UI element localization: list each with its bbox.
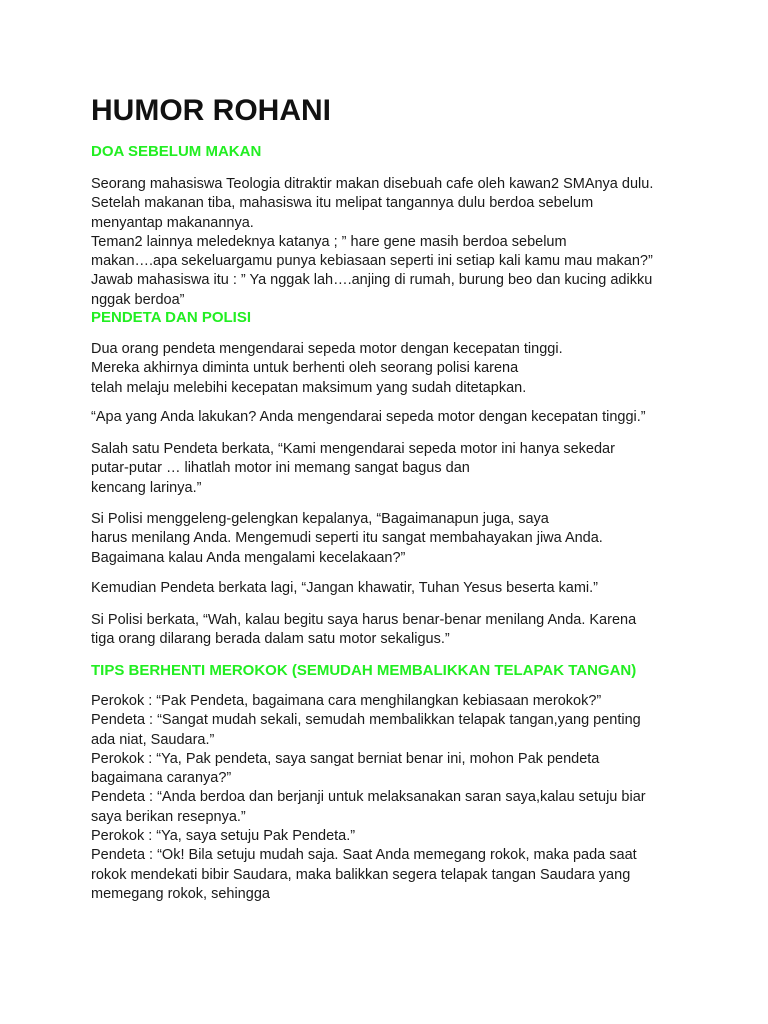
text-line: Teman2 lainnya meledeknya katanya ; ” hare gene masih berdoa sebelum bbox=[91, 233, 567, 250]
text-line: Pendeta : “Anda berdoa dan berjanji untuk melaksanakan saran saya,kalau setuju biar bbox=[91, 789, 646, 806]
text-line: Jawab mahasiswa itu : ” Ya nggak lah….anjing di rumah, burung beo dan kucing adikku bbox=[91, 272, 653, 289]
text-line: Si Polisi berkata, “Wah, kalau begitu saya harus benar-benar menilang Anda. Karena bbox=[91, 612, 637, 628]
text-line: nggak berdoa” bbox=[91, 291, 185, 308]
paragraph bbox=[91, 611, 636, 650]
text-line: Mereka akhirnya diminta untuk berhenti oleh seorang polisi karena bbox=[91, 360, 519, 377]
text-line: Perokok : “Ya, Pak pendeta, saya sangat berniat benar ini, mohon Pak pendeta bbox=[91, 750, 600, 767]
text-line: saya berikan resepnya.” bbox=[91, 808, 246, 825]
text-line: makan….apa sekeluargamu punya kebiasaan seperti ini setiap kali kamu mau makan?” bbox=[91, 253, 653, 270]
text-line: menyantap makanannya. bbox=[91, 214, 254, 231]
text-line: Si Polisi menggeleng-gelengkan kepalanya, “Bagaimanapun juga, saya bbox=[91, 511, 549, 527]
section-heading-tips-berhenti-merokok: TIPS BERHENTI MEROKOK (SEMUDAH MEMBALIKKAN TELAPAK TANGAN) bbox=[91, 662, 637, 679]
text-line: tiga orang dilarang berada dalam satu motor sekaligus.” bbox=[91, 631, 450, 648]
text-line: rokok mendekati bibir Saudara, maka balikkan segera telapak tangan Saudara yang bbox=[91, 866, 631, 883]
section-heading-pendeta-dan-polisi: PENDETA DAN POLISI bbox=[91, 309, 252, 326]
paragraph bbox=[91, 579, 598, 598]
text-line: Pendeta : “Sangat mudah sekali, semudah membalikkan telapak tangan,yang penting bbox=[91, 712, 641, 729]
text-line: harus menilang Anda. Mengemudi seperti itu sangat membahayakan jiwa Anda. bbox=[91, 530, 603, 547]
text-line: memegang rokok, sehingga bbox=[91, 885, 270, 902]
text-line: Bagaimana kalau Anda mengalami kecelakaan?” bbox=[91, 549, 406, 566]
paragraph bbox=[91, 340, 563, 398]
document-title: HUMOR ROHANI bbox=[91, 94, 331, 127]
text-line: Perokok : “Pak Pendeta, bagaimana cara menghilangkan kebiasaan merokok?” bbox=[91, 693, 602, 709]
text-line: Perokok : “Ya, saya setuju Pak Pendeta.” bbox=[91, 828, 356, 845]
text-line: Pendeta : “Ok! Bila setuju mudah saja. Saat Anda memegang rokok, maka pada saat bbox=[91, 847, 637, 864]
paragraph bbox=[91, 440, 615, 498]
text-line: putar-putar … lihatlah motor ini memang sangat bagus dan bbox=[91, 460, 470, 477]
section-body-tips-berhenti-merokok bbox=[91, 692, 646, 904]
section-heading-doa-sebelum-makan: DOA SEBELUM MAKAN bbox=[91, 143, 262, 160]
text-line: Kemudian Pendeta berkata lagi, “Jangan khawatir, Tuhan Yesus beserta kami.” bbox=[91, 580, 599, 596]
text-line: “Apa yang Anda lakukan? Anda mengendarai sepeda motor dengan kecepatan tinggi.” bbox=[91, 409, 646, 425]
text-line: kencang larinya.” bbox=[91, 479, 202, 496]
text-line: Dua orang pendeta mengendarai sepeda motor dengan kecepatan tinggi. bbox=[91, 341, 563, 357]
text-line: bagaimana caranya?” bbox=[91, 770, 232, 787]
text-line: Seorang mahasiswa Teologia ditraktir makan disebuah cafe oleh kawan2 SMAnya dulu. bbox=[91, 176, 654, 192]
text-line: Setelah makanan tiba, mahasiswa itu melipat tangannya dulu berdoa sebelum bbox=[91, 195, 594, 212]
text-line: Salah satu Pendeta berkata, “Kami mengendarai sepeda motor ini hanya sekedar bbox=[91, 441, 615, 457]
paragraph bbox=[91, 510, 603, 568]
paragraph bbox=[91, 408, 646, 427]
section-body-doa-sebelum-makan bbox=[91, 175, 653, 310]
text-line: ada niat, Saudara.” bbox=[91, 731, 215, 748]
text-line: telah melaju melebihi kecepatan maksimum yang sudah ditetapkan. bbox=[91, 379, 527, 396]
